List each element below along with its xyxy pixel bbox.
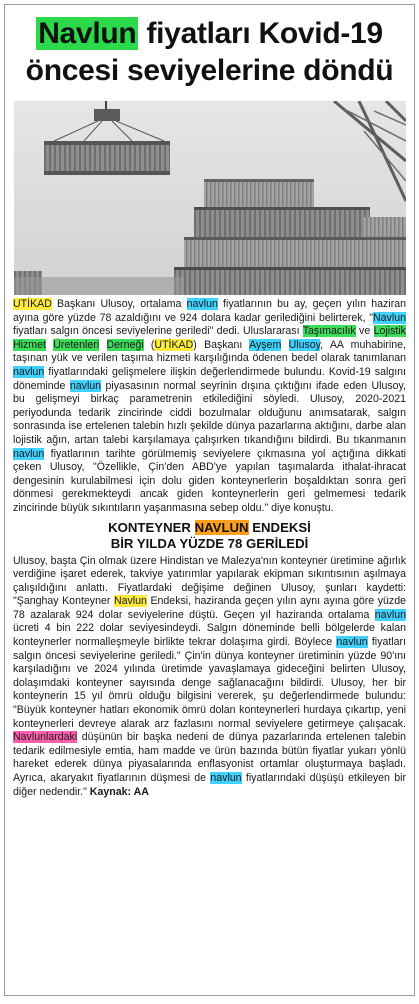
text-run <box>99 339 106 351</box>
subheading-line-1 <box>13 520 406 536</box>
text-run: ) Başkanı <box>193 338 250 351</box>
text-run: ENDEKSİ <box>248 519 311 535</box>
highlight-word: Ayşem <box>249 338 282 351</box>
highlight-word: navlun <box>13 365 45 378</box>
text-run: ücreti 4 bin 222 dolar seviyesindeydi. Salgın döneminde belli bölgelerde kalan konteynerler normalleşmeyle birlikte tekrar dolaşıma girdi. Böylece <box>13 622 406 649</box>
text-run: Endeksi, haziranda geçen yılın aynı ayına göre yüzde 78 azalarak 924 dolar seviyelerine düştü. Geçen yıl haziranda ortalama <box>13 595 406 621</box>
subheading <box>13 520 406 552</box>
text-run: düşünün bir başka nedeni de dünya pazarlarında ertelenen talebin tedarik edilmesiyle emtia, ham madde ve ürün bazında bütün fiyatlar yukarı yönlü hareket ederek dünya piyasalarında enflasyonist ortamlar oluşturmaya başladı. Ayrıca, akaryakıt fiyatlarının düşmesi de <box>13 731 406 784</box>
headline-line-1-rest: fiyatları Kovid-19 <box>138 17 383 50</box>
text-run: Uluslararası <box>239 325 303 338</box>
paragraph-2 <box>13 555 406 800</box>
highlight-word: Derneği <box>106 338 144 351</box>
text-run: fiyatlarının tarihte görülmemiş seviyelere çıkmasına yol açtığına dikkati çeken Ulusoy, "Özellikle, Çin'den ABD'ye yapılan taşımalarda ithalat-ihracat dengesinin kurulabilmesi için dolu giden konteynerlerin boşaldıktan sonra geri dönmesi gerekmekteydi ancak giden konteynerlerin geri gelmemesi tedarik zincirinde büyük sıkıntıların yaşanmasına sebep oldu." diye konuştu. <box>13 447 406 514</box>
text-run <box>281 339 288 351</box>
highlight-word: navlun <box>69 379 102 392</box>
highlight-word: navlun <box>336 636 368 649</box>
text-run: piyasasının normal seyrinin dışına çıktığını ifade eden Ulusoy, bu gelişmeyi birkaç parametrenin etkilediğini söyledi. Ulusoy, 2020-2021 periyodunda tedarik zincirinde ciddi bozulmalar olduğunu anımsatarak, salgın sonrasında ise ertelenen talebin hızlı şekilde dünya pazarlarına aktığını, darbe alan lojistik ağın, artan talebi karşılamaya çalışırken tıkandığını bildirdi. Bu tıkanmanın <box>13 379 406 446</box>
highlight-word: navlun <box>13 447 45 460</box>
paragraph-1 <box>13 298 406 516</box>
text-run: ( <box>143 338 155 351</box>
text-run: KONTEYNER <box>108 519 195 535</box>
highlight-word: Ulusoy <box>288 338 321 351</box>
highlight-word: Taşımacılık <box>302 325 356 338</box>
headline-line-2: öncesi seviyelerine döndü <box>25 54 394 87</box>
source-credit: Kaynak: AA <box>89 785 149 798</box>
photo-illustration <box>14 101 406 295</box>
highlight-word: navlun <box>186 298 218 310</box>
highlight-word: Üretenleri <box>53 338 100 351</box>
text-run: fiyatlarının bu ay, geçen yılın haziran ayına göre yüzde 78 azaldığını ve 924 dolara kadar gerilediğini belirterek, " <box>13 298 407 324</box>
text-run: ve <box>355 325 374 338</box>
text-run: fiyatlarındaki düşüşü etkileyen bir diğer nedendir." <box>13 772 406 798</box>
highlight-word: UTİKAD <box>13 298 52 310</box>
text-run: fiyatlarındaki gelişmelere ilişkin değerlendirmede bulundu. Kovid-19 salgını döneminde <box>13 365 406 392</box>
subheading-line-2: BİR YILDA YÜZDE 78 GERİLEDİ <box>110 535 309 551</box>
highlight-word: Navlunlardaki <box>13 731 78 744</box>
text-run: fiyatları salgın öncesi seviyelerine geriledi." Çin'in dünya konteyner üretiminin yüzde 90'ını karşıladığını ve 2024 yılında üretimde yavaşlamaya gideceğini belirten Ulusoy, dolaşımdaki konteyner sayısında denge sağlanacağını bildirdi. Ulusoy, her bir konteynerin 15 yıl ömrü olduğu bilgisini vererek, şu değerlendirmede bulundu: "Büyük konteyner hatları ekonomik ömrü dolan konteynerleri hurdaya çıkartıp, yeni konteynerleri devreye alarak arz fazlasını normal seviyelere getirmeye çalışacak. <box>13 636 406 730</box>
headline-line-1 <box>11 15 408 52</box>
article-body <box>5 298 414 799</box>
text-run: Başkanı Ulusoy, ortalama <box>51 298 187 310</box>
headline-highlight: Navlun <box>38 17 137 50</box>
text-run: , AA muhabirine, taşınan yük ve verilen taşıma hizmeti karşılığında ödenen bedel olarak tanımlanan <box>13 338 406 365</box>
highlight-word: navlun <box>374 608 406 621</box>
highlight-word: navlun <box>210 772 242 784</box>
news-clipping <box>4 4 415 996</box>
highlight-word: Hizmet <box>13 338 46 351</box>
text-run: fiyatları salgın öncesi seviyelerine geriledi" dedi. <box>13 325 240 338</box>
highlight-word: NAVLUN <box>194 519 249 535</box>
container-port-photo <box>14 101 406 295</box>
highlight-word: Navlun <box>373 311 406 324</box>
headline <box>5 15 414 89</box>
highlight-word: Lojistik <box>373 325 406 338</box>
highlight-word: UTİKAD <box>154 338 194 351</box>
highlight-word: Navlun <box>113 595 147 608</box>
text-run: Ulusoy, başta Çin olmak üzere Hindistan ve Malezya'nın konteyner üretimine ağırlık verdiğine işaret ederek, takviye yatırımlar yapılarak ekipman sıkıntısının aşılmaya çalışıldığını anlattı. Fiyatlardaki değişime değinen Ulusoy, şunları kaydetti: "Şanghay Konteyner <box>13 554 406 608</box>
